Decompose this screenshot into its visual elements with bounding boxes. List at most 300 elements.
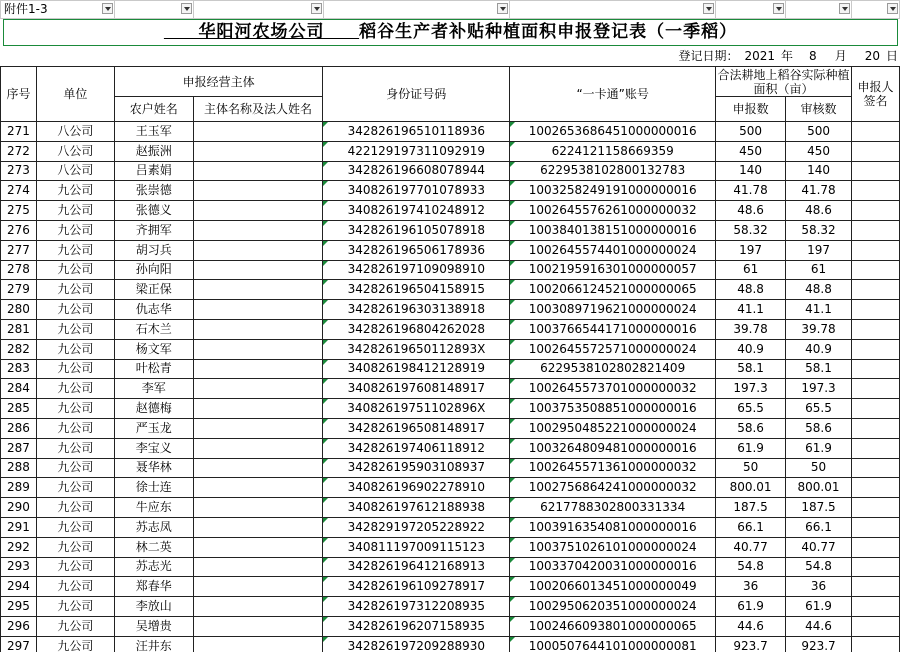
cell-unit[interactable]: 八公司 [36,161,114,181]
filter-dropdown-icon[interactable] [497,3,508,14]
cell-id-number[interactable]: 340826197410248912 [323,201,510,221]
cell-card-account[interactable]: 1002195916301000000057 [510,260,716,280]
cell-verified-area[interactable]: 48.6 [786,201,852,221]
cell-card-account[interactable]: 6229538102800132783 [510,161,716,181]
cell-signature[interactable] [851,201,899,221]
cell-card-account[interactable]: 1003751026101000000024 [510,537,716,557]
cell-seq[interactable]: 289 [1,478,37,498]
cell-id-number[interactable]: 422129197311092919 [323,141,510,161]
cell-seq[interactable]: 292 [1,537,37,557]
cell-entity-name[interactable] [193,517,323,537]
cell-signature[interactable] [851,161,899,181]
cell-declared-area[interactable]: 58.32 [716,220,786,240]
date-month-unit: 月 [834,49,847,63]
cell-seq[interactable]: 288 [1,458,37,478]
cell-verified-area[interactable]: 140 [786,161,852,181]
cell-card-account[interactable]: 1003766544171000000016 [510,319,716,339]
table-row [1,280,900,300]
cell-id-number[interactable]: 342826196207158935 [323,616,510,636]
cell-id-number[interactable]: 340826197701078933 [323,181,510,201]
cell-declared-area[interactable]: 197.3 [716,379,786,399]
cell-seq[interactable]: 284 [1,379,37,399]
cell-unit[interactable]: 九公司 [36,597,114,617]
cell-signature[interactable] [851,537,899,557]
cell-id-number[interactable]: 340826197608148917 [323,379,510,399]
cell-unit[interactable]: 九公司 [36,280,114,300]
cell-declared-area[interactable]: 58.1 [716,359,786,379]
filter-cell-sign[interactable] [852,1,900,19]
cell-unit[interactable]: 九公司 [36,359,114,379]
cell-unit[interactable]: 九公司 [36,339,114,359]
cell-entity-name[interactable] [193,379,323,399]
cell-unit[interactable]: 九公司 [36,557,114,577]
table-row [1,399,900,419]
cell-farmer-name[interactable]: 牛应东 [114,498,193,518]
cell-card-account[interactable]: 1003089719621000000024 [510,300,716,320]
cell-entity-name[interactable] [193,141,323,161]
cell-card-account[interactable]: 1002466093801000000065 [510,616,716,636]
cell-verified-area[interactable]: 197.3 [786,379,852,399]
cell-unit[interactable]: 九公司 [36,636,114,652]
cell-id-number[interactable]: 342826196412168913 [323,557,510,577]
date-day: 20 [864,49,880,63]
cell-declared-area[interactable]: 40.77 [716,537,786,557]
cell-seq[interactable]: 285 [1,399,37,419]
cell-card-account[interactable]: 6217788302800331334 [510,498,716,518]
cell-verified-area[interactable]: 40.9 [786,339,852,359]
cell-entity-name[interactable] [193,399,323,419]
table-row [1,458,900,478]
cell-id-number[interactable]: 340826197612188938 [323,498,510,518]
title-blank-2 [325,22,360,42]
filter-cell-seq[interactable] [1,1,48,19]
cell-signature[interactable] [851,478,899,498]
cell-seq[interactable]: 271 [1,122,37,142]
table-row [1,240,900,260]
cell-declared-area[interactable]: 40.9 [716,339,786,359]
cell-farmer-name[interactable]: 聂华林 [114,458,193,478]
cell-entity-name[interactable] [193,498,323,518]
cell-card-account[interactable]: 1002653686451000000016 [510,122,716,142]
cell-seq[interactable]: 294 [1,577,37,597]
cell-declared-area[interactable]: 41.1 [716,300,786,320]
date-day-unit: 日 [885,49,898,63]
cell-farmer-name[interactable]: 苏志凤 [114,517,193,537]
header-verified[interactable]: 审核数 [786,97,852,122]
cell-unit[interactable]: 九公司 [36,438,114,458]
filter-dropdown-icon[interactable] [703,3,714,14]
cell-farmer-name[interactable]: 杨文军 [114,339,193,359]
header-entity[interactable]: 申报经营主体 [114,67,323,97]
cell-seq[interactable]: 272 [1,141,37,161]
cell-verified-area[interactable]: 48.8 [786,280,852,300]
cell-card-account[interactable]: 1002645571361000000032 [510,458,716,478]
cell-farmer-name[interactable]: 石木兰 [114,319,193,339]
cell-id-number[interactable]: 342826196508148917 [323,418,510,438]
cell-declared-area[interactable]: 500 [716,122,786,142]
cell-unit[interactable]: 九公司 [36,319,114,339]
cell-card-account[interactable]: 1002645576261000000032 [510,201,716,221]
cell-verified-area[interactable]: 800.01 [786,478,852,498]
table-row [1,300,900,320]
cell-signature[interactable] [851,418,899,438]
cell-card-account[interactable]: 6229538102802821409 [510,359,716,379]
cell-declared-area[interactable]: 65.5 [716,399,786,419]
cell-farmer-name[interactable]: 孙向阳 [114,260,193,280]
cell-unit[interactable]: 九公司 [36,260,114,280]
cell-verified-area[interactable]: 923.7 [786,636,852,652]
cell-seq[interactable]: 278 [1,260,37,280]
cell-id-number[interactable]: 34282619650112893X [323,339,510,359]
cell-unit[interactable]: 八公司 [36,141,114,161]
cell-entity-name[interactable] [193,339,323,359]
cell-declared-area[interactable]: 66.1 [716,517,786,537]
cell-unit[interactable]: 九公司 [36,181,114,201]
cell-verified-area[interactable]: 39.78 [786,319,852,339]
filter-dropdown-icon[interactable] [311,3,322,14]
cell-signature[interactable] [851,300,899,320]
header-seq[interactable]: 序号 [1,67,37,122]
cell-farmer-name[interactable]: 赵德梅 [114,399,193,419]
cell-verified-area[interactable]: 450 [786,141,852,161]
cell-signature[interactable] [851,597,899,617]
cell-entity-name[interactable] [193,319,323,339]
cell-unit[interactable]: 九公司 [36,300,114,320]
cell-entity-name[interactable] [193,478,323,498]
cell-id-number[interactable]: 342826196105078918 [323,220,510,240]
cell-seq[interactable]: 283 [1,359,37,379]
cell-unit[interactable]: 九公司 [36,577,114,597]
table-row [1,319,900,339]
table-row [1,438,900,458]
cell-seq[interactable]: 279 [1,280,37,300]
cell-card-account[interactable]: 1003840138151000000016 [510,220,716,240]
cell-card-account[interactable]: 6224121158669359 [510,141,716,161]
cell-seq[interactable]: 273 [1,161,37,181]
cell-entity-name[interactable] [193,220,323,240]
header-farmer[interactable]: 农户姓名 [114,97,193,122]
header-card[interactable]: “一卡通”账号 [510,67,716,122]
cell-unit[interactable]: 九公司 [36,240,114,260]
cell-verified-area[interactable]: 58.32 [786,220,852,240]
cell-unit[interactable]: 九公司 [36,616,114,636]
cell-entity-name[interactable] [193,240,323,260]
filter-cell-card[interactable] [510,1,716,19]
cell-signature[interactable] [851,339,899,359]
cell-unit[interactable]: 九公司 [36,458,114,478]
cell-signature[interactable] [851,220,899,240]
cell-farmer-name[interactable]: 叶松青 [114,359,193,379]
cell-verified-area[interactable]: 44.6 [786,616,852,636]
cell-farmer-name[interactable]: 李宝义 [114,438,193,458]
cell-farmer-name[interactable]: 齐拥军 [114,220,193,240]
cell-entity-name[interactable] [193,616,323,636]
cell-signature[interactable] [851,636,899,652]
header-entity-name[interactable]: 主体名称及法人姓名 [193,97,323,122]
cell-entity-name[interactable] [193,280,323,300]
cell-id-number[interactable]: 342826196804262028 [323,319,510,339]
cell-declared-area[interactable]: 54.8 [716,557,786,577]
cell-signature[interactable] [851,379,899,399]
filter-cell-name[interactable] [114,1,193,19]
cell-card-account[interactable]: 1002645574401000000024 [510,240,716,260]
cell-card-account[interactable]: 1002950485221000000024 [510,418,716,438]
table-row [1,141,900,161]
cell-seq[interactable]: 276 [1,220,37,240]
cell-signature[interactable] [851,181,899,201]
cell-declared-area[interactable]: 450 [716,141,786,161]
cell-entity-name[interactable] [193,181,323,201]
cell-verified-area[interactable]: 61.9 [786,597,852,617]
cell-verified-area[interactable]: 58.1 [786,359,852,379]
cell-signature[interactable] [851,319,899,339]
filter-cell-id[interactable] [323,1,510,19]
cell-farmer-name[interactable]: 苏志光 [114,557,193,577]
cell-entity-name[interactable] [193,260,323,280]
cell-signature[interactable] [851,280,899,300]
cell-farmer-name[interactable]: 李放山 [114,597,193,617]
cell-entity-name[interactable] [193,438,323,458]
cell-entity-name[interactable] [193,161,323,181]
cell-declared-area[interactable]: 41.78 [716,181,786,201]
cell-signature[interactable] [851,557,899,577]
cell-signature[interactable] [851,260,899,280]
cell-entity-name[interactable] [193,537,323,557]
cell-declared-area[interactable]: 197 [716,240,786,260]
cell-farmer-name[interactable]: 郑春华 [114,577,193,597]
table-row [1,537,900,557]
cell-seq[interactable]: 277 [1,240,37,260]
cell-id-number[interactable]: 340811197009115123 [323,537,510,557]
cell-card-account[interactable]: 1002756864241000000032 [510,478,716,498]
cell-verified-area[interactable]: 61 [786,260,852,280]
cell-unit[interactable]: 九公司 [36,517,114,537]
cell-card-account[interactable]: 1003370420031000000016 [510,557,716,577]
cell-id-number[interactable]: 342826197312208935 [323,597,510,617]
cell-farmer-name[interactable]: 张崇德 [114,181,193,201]
cell-declared-area[interactable]: 48.6 [716,201,786,221]
cell-verified-area[interactable]: 41.78 [786,181,852,201]
cell-unit[interactable]: 九公司 [36,379,114,399]
cell-declared-area[interactable]: 48.8 [716,280,786,300]
title-rest: 稻谷生产者补贴种植面积申报登记表（一季稻） [359,22,738,42]
sheet-title[interactable] [3,19,898,46]
table-row [1,498,900,518]
cell-farmer-name[interactable]: 汪井东 [114,636,193,652]
cell-declared-area[interactable]: 61.9 [716,438,786,458]
autofilter-row [0,0,900,19]
cell-declared-area[interactable]: 39.78 [716,319,786,339]
filter-cell-verified[interactable] [786,1,852,19]
cell-signature[interactable] [851,458,899,478]
cell-verified-area[interactable]: 40.77 [786,537,852,557]
cell-verified-area[interactable]: 500 [786,122,852,142]
table-row [1,478,900,498]
header-id[interactable]: 身份证号码 [323,67,510,122]
cell-entity-name[interactable] [193,458,323,478]
cell-declared-area[interactable]: 923.7 [716,636,786,652]
cell-seq[interactable]: 295 [1,597,37,617]
cell-id-number[interactable]: 342826195903108937 [323,458,510,478]
cell-farmer-name[interactable]: 仇志华 [114,300,193,320]
cell-verified-area[interactable]: 36 [786,577,852,597]
cell-unit[interactable]: 九公司 [36,399,114,419]
cell-card-account[interactable]: 1000507644101000000081 [510,636,716,652]
cell-signature[interactable] [851,399,899,419]
cell-unit[interactable]: 九公司 [36,220,114,240]
filter-dropdown-icon[interactable] [887,3,898,14]
filter-dropdown-icon[interactable] [102,3,113,14]
table-row [1,517,900,537]
cell-id-number[interactable]: 342826196506178936 [323,240,510,260]
cell-signature[interactable] [851,122,899,142]
cell-farmer-name[interactable]: 严玉龙 [114,418,193,438]
cell-entity-name[interactable] [193,300,323,320]
cell-verified-area[interactable]: 50 [786,458,852,478]
header-area[interactable]: 合法耕地上稻谷实际种植面积（亩） [717,67,850,96]
cell-signature[interactable] [851,616,899,636]
table-body [1,122,900,652]
cell-entity-name[interactable] [193,597,323,617]
cell-signature[interactable] [851,359,899,379]
cell-entity-name[interactable] [193,201,323,221]
cell-farmer-name[interactable]: 梁正保 [114,280,193,300]
filter-cell-entity[interactable] [193,1,323,19]
cell-id-number[interactable]: 342826196303138918 [323,300,510,320]
cell-verified-area[interactable]: 197 [786,240,852,260]
table-row [1,122,900,142]
table-row [1,577,900,597]
cell-unit[interactable]: 九公司 [36,418,114,438]
cell-entity-name[interactable] [193,359,323,379]
cell-seq[interactable]: 293 [1,557,37,577]
cell-verified-area[interactable]: 54.8 [786,557,852,577]
cell-declared-area[interactable]: 800.01 [716,478,786,498]
cell-id-number[interactable]: 342826196504158915 [323,280,510,300]
cell-card-account[interactable]: 1003258249191000000016 [510,181,716,201]
header-declared[interactable]: 申报数 [716,97,786,122]
cell-signature[interactable] [851,577,899,597]
cell-seq[interactable]: 290 [1,498,37,518]
cell-verified-area[interactable]: 65.5 [786,399,852,419]
cell-id-number[interactable]: 340826196902278910 [323,478,510,498]
cell-unit[interactable]: 九公司 [36,478,114,498]
cell-id-number[interactable]: 342829197205228922 [323,517,510,537]
cell-seq[interactable]: 297 [1,636,37,652]
cell-card-account[interactable]: 1003264809481000000016 [510,438,716,458]
table-row [1,161,900,181]
cell-card-account[interactable]: 1003753508851000000016 [510,399,716,419]
cell-seq[interactable]: 287 [1,438,37,458]
cell-declared-area[interactable]: 58.6 [716,418,786,438]
cell-verified-area[interactable]: 41.1 [786,300,852,320]
cell-signature[interactable] [851,141,899,161]
cell-farmer-name[interactable]: 王玉军 [114,122,193,142]
table-row [1,557,900,577]
cell-unit[interactable]: 九公司 [36,498,114,518]
cell-farmer-name[interactable]: 张德义 [114,201,193,221]
cell-card-account[interactable]: 1003916354081000000016 [510,517,716,537]
cell-entity-name[interactable] [193,122,323,142]
date-year: 2021 [744,49,776,63]
cell-card-account[interactable]: 1002066013451000000049 [510,577,716,597]
cell-signature[interactable] [851,517,899,537]
cell-id-number[interactable]: 342826196510118936 [323,122,510,142]
table-row [1,597,900,617]
cell-farmer-name[interactable]: 吕素娟 [114,161,193,181]
cell-signature[interactable] [851,240,899,260]
cell-verified-area[interactable]: 61.9 [786,438,852,458]
cell-entity-name[interactable] [193,557,323,577]
cell-id-number[interactable]: 342826196608078944 [323,161,510,181]
cell-seq[interactable]: 286 [1,418,37,438]
filter-dropdown-icon[interactable] [181,3,192,14]
registration-date [0,47,900,65]
table-row [1,181,900,201]
header-unit[interactable]: 单位 [36,67,114,122]
cell-verified-area[interactable]: 187.5 [786,498,852,518]
cell-seq[interactable]: 274 [1,181,37,201]
cell-seq[interactable]: 280 [1,300,37,320]
cell-entity-name[interactable] [193,636,323,652]
cell-declared-area[interactable]: 50 [716,458,786,478]
cell-declared-area[interactable]: 187.5 [716,498,786,518]
cell-verified-area[interactable]: 58.6 [786,418,852,438]
cell-declared-area[interactable]: 140 [716,161,786,181]
cell-seq[interactable]: 275 [1,201,37,221]
cell-declared-area[interactable]: 61 [716,260,786,280]
cell-unit[interactable]: 八公司 [36,122,114,142]
header-sign[interactable]: 申报人签名 [851,67,899,122]
cell-farmer-name[interactable]: 李军 [114,379,193,399]
cell-farmer-name[interactable]: 胡习兵 [114,240,193,260]
cell-id-number[interactable]: 342826197109098910 [323,260,510,280]
cell-id-number[interactable]: 340826198412128919 [323,359,510,379]
table-row [1,616,900,636]
cell-declared-area[interactable]: 44.6 [716,616,786,636]
cell-id-number[interactable]: 342826196109278917 [323,577,510,597]
cell-declared-area[interactable]: 36 [716,577,786,597]
date-year-unit: 年 [781,49,794,63]
cell-farmer-name[interactable]: 吴增贵 [114,616,193,636]
filter-dropdown-icon[interactable] [839,3,850,14]
cell-declared-area[interactable]: 61.9 [716,597,786,617]
cell-farmer-name[interactable]: 林二英 [114,537,193,557]
cell-card-account[interactable]: 1002645572571000000024 [510,339,716,359]
cell-id-number[interactable]: 342826197406118912 [323,438,510,458]
cell-card-account[interactable]: 1002066124521000000065 [510,280,716,300]
cell-entity-name[interactable] [193,418,323,438]
cell-farmer-name[interactable]: 赵振洲 [114,141,193,161]
cell-seq[interactable]: 296 [1,616,37,636]
cell-card-account[interactable]: 1002950620351000000024 [510,597,716,617]
filter-cell-declared[interactable] [716,1,786,19]
cell-seq[interactable]: 291 [1,517,37,537]
cell-id-number[interactable]: 342826197209288930 [323,636,510,652]
cell-id-number[interactable]: 34082619751102896X [323,399,510,419]
cell-seq[interactable]: 281 [1,319,37,339]
cell-unit[interactable]: 九公司 [36,537,114,557]
cell-signature[interactable] [851,498,899,518]
cell-signature[interactable] [851,438,899,458]
cell-card-account[interactable]: 1002645573701000000032 [510,379,716,399]
cell-seq[interactable]: 282 [1,339,37,359]
filter-dropdown-icon[interactable] [773,3,784,14]
cell-unit[interactable]: 九公司 [36,201,114,221]
cell-verified-area[interactable]: 66.1 [786,517,852,537]
cell-farmer-name[interactable]: 徐士连 [114,478,193,498]
cell-entity-name[interactable] [193,577,323,597]
